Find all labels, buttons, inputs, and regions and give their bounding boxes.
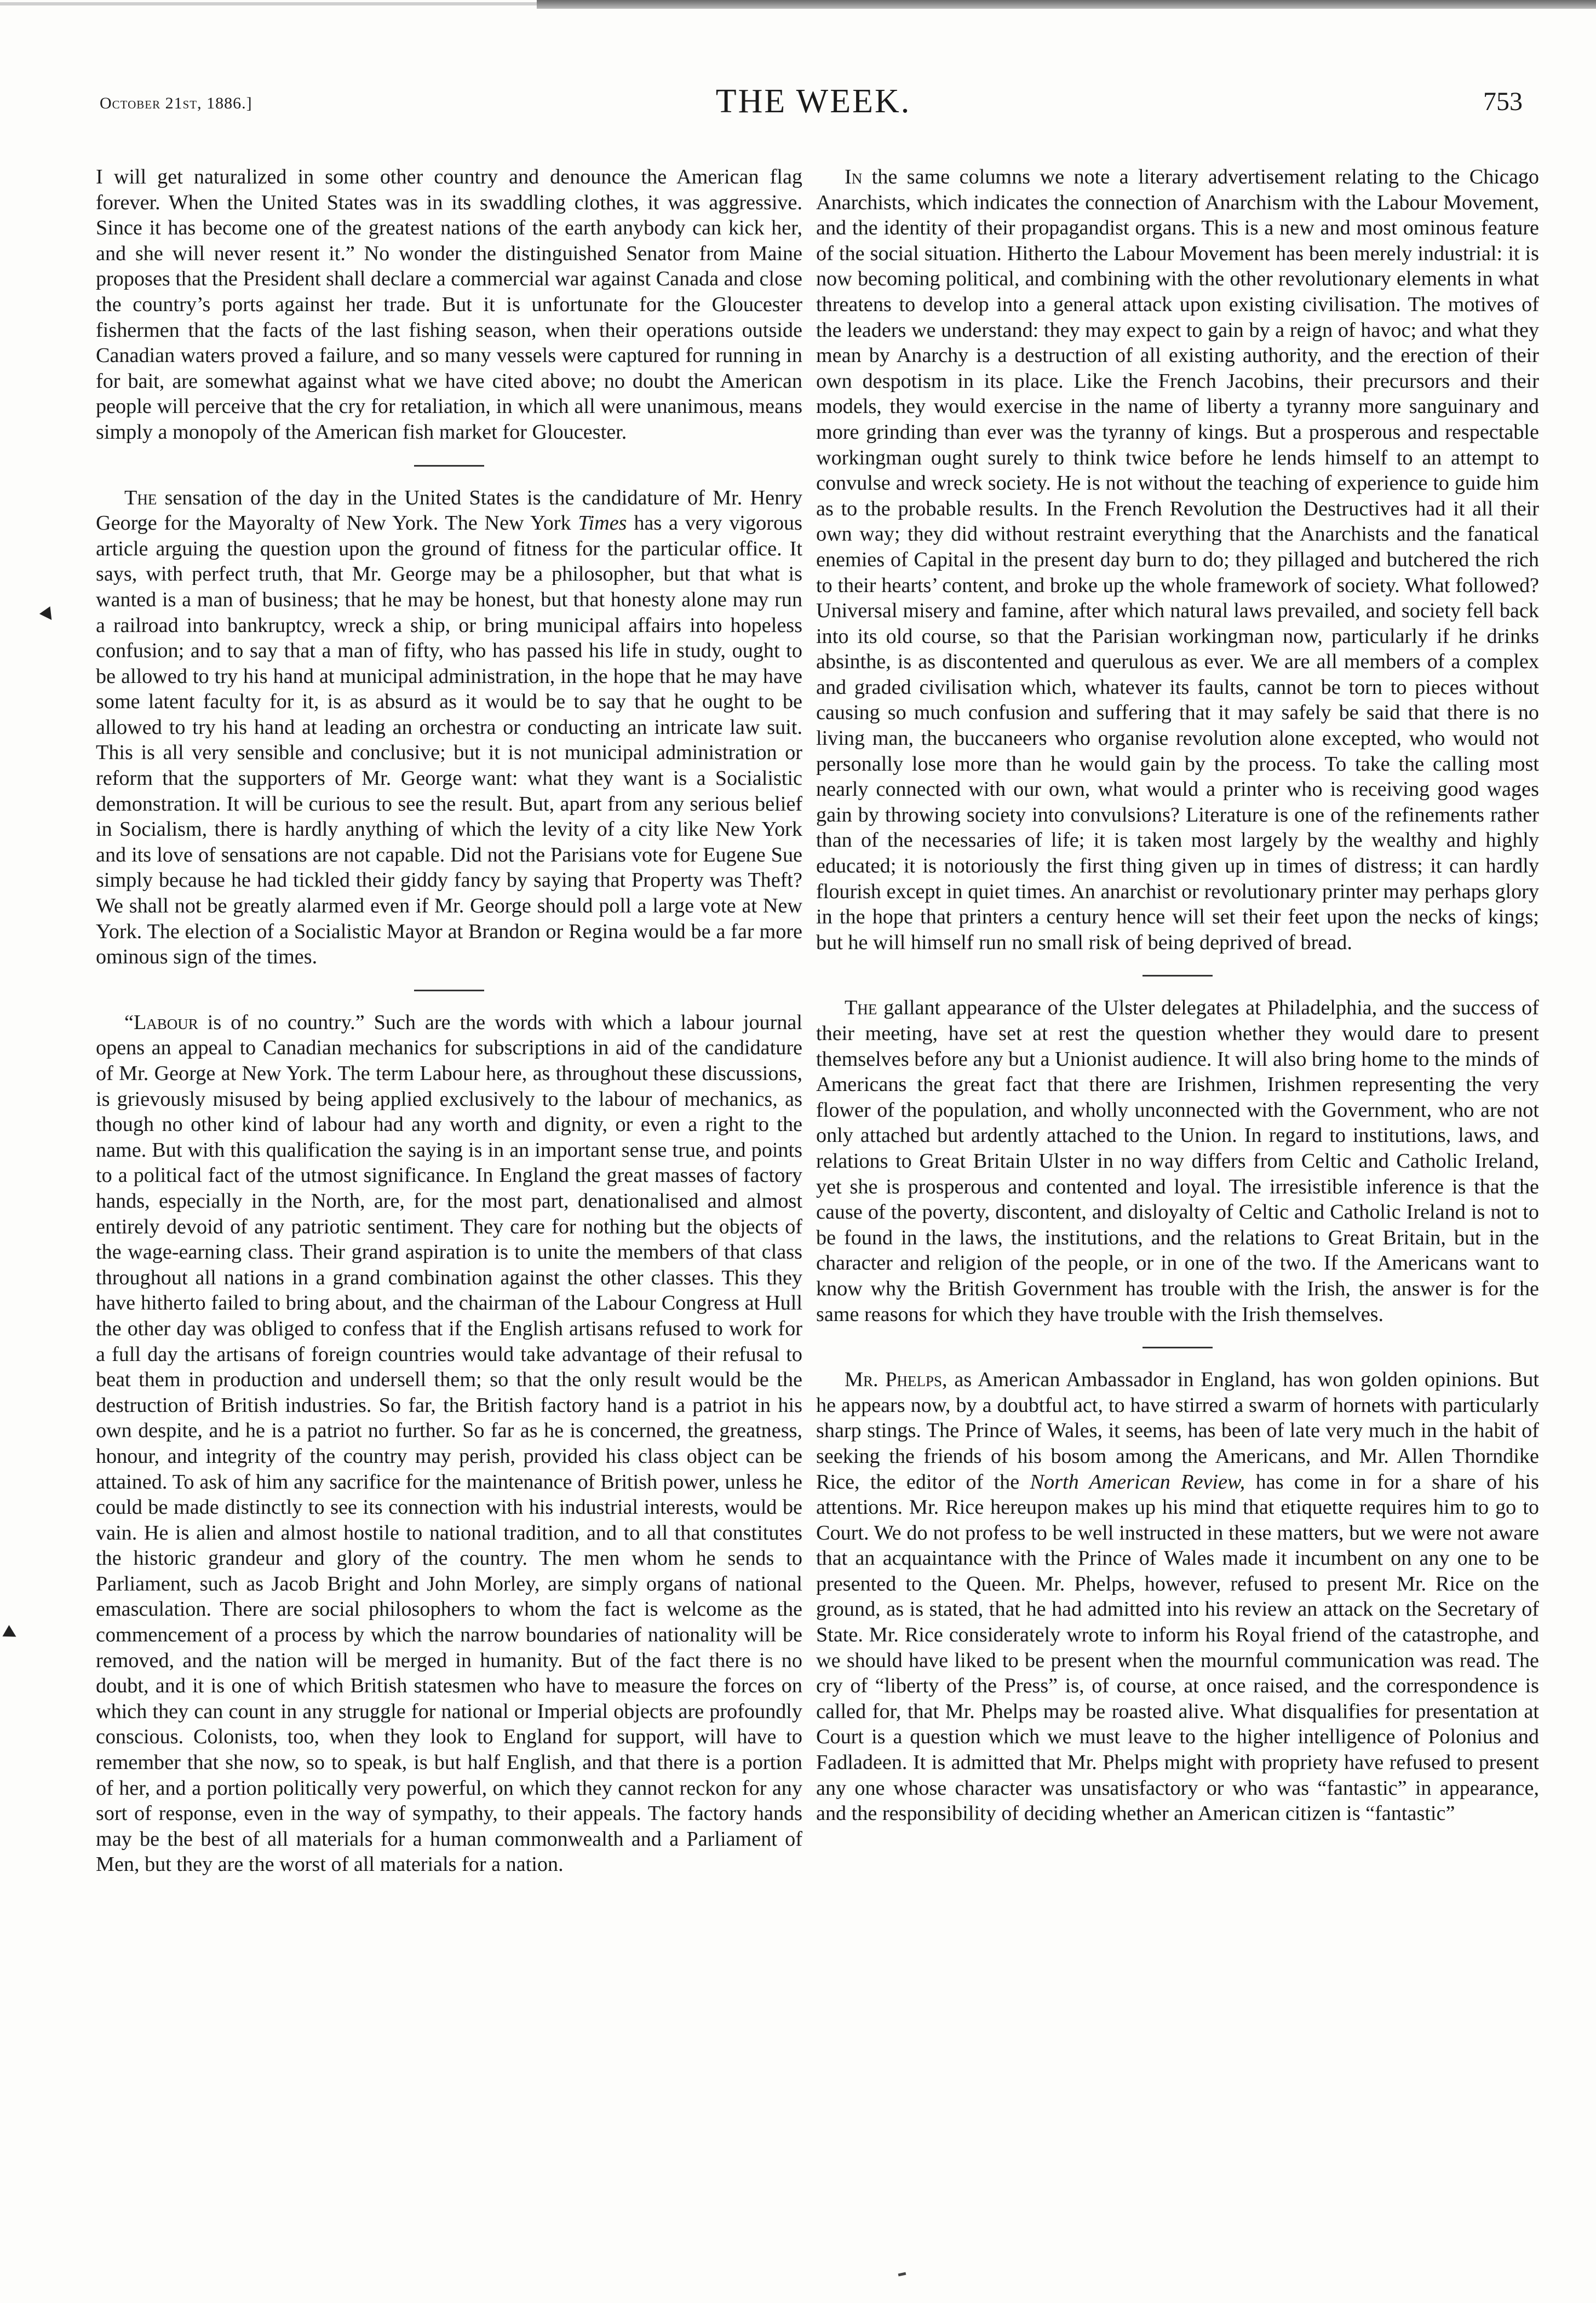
article-paragraph — [816, 164, 1539, 955]
lead-word: Mr. Phelps, — [845, 1368, 948, 1392]
article-paragraph — [96, 485, 802, 970]
paragraph-text: sensation of the day in the United States is the candidature of Mr. Henry George for the Mayoralty of New York. The New York — [96, 486, 802, 535]
article-paragraph — [816, 1367, 1539, 1827]
left-column — [96, 164, 802, 1877]
page-number: 753 — [1483, 87, 1523, 116]
top-scan-edge-left — [0, 2, 537, 5]
margin-arrow-mark — [2, 1625, 19, 1642]
article-paragraph: I will get naturalized in some other country and denounce the American flag forever. When the United States was in its swaddling clothes, it was aggressive. Since it has become one of the greatest nations of the earth anybody can kick her, and she will never resent it.” No wonder the distinguished Senator from Maine proposes that the President shall declare a commercial war against Canada and close the country’s ports against her trade. But it is unfortunate for the Gloucester fishermen that the facts of the last fishing season, when their operations outside Canadian waters proved a failure, and so many vessels were captured for running in for bait, are somewhat against what we have cited above; no doubt the American people will perceive that the cry for retaliation, in which all were unanimous, means simply a monopoly of the American fish market for Gloucester. — [96, 165, 802, 444]
lead-word: The — [124, 486, 157, 509]
top-scan-edge — [537, 0, 1596, 9]
paragraph-text: has a very vigorous article arguing the question upon the ground of fitness for the particular office. It says, with perfect truth, that Mr. George may be a philosopher, but that what is wanted is a man of business; that he may be honest, but that honesty alone may run a railroad into bankruptcy, wreck a ship, or bring municipal affairs into hopeless confusion; and to say that a man of fifty, who has passed his life in study, ought to be allowed to try his hand at municipal administration, in the hope that he may have some latent faculty for it, is as absurd as it would be to say that he ought to be allowed to try his hand at leading an orchestra or conducting an intricate law suit. This is all very sensible and conclusive; but it is not municipal administration or reform that the supporters of Mr. George want: what they want is a Socialistic demonstration. It will be curious to see the result. But, apart from any serious belief in Socialism, there is hardly anything of which the levity of a city like New York and its love of sensations are not capable. Did not the Parisians vote for Eugene Sue simply because he had tickled their giddy fancy by saying that Property was Theft? We shall not be greatly alarmed even if Mr. George should poll a large vote at New York. The election of a Socialistic Mayor at Brandon or Regina would be a far more ominous sign of the times. — [96, 512, 802, 969]
newspaper-name: Times — [578, 512, 627, 535]
review-name: North American Review, — [1030, 1470, 1245, 1494]
paragraph-text: is of no country.” Such are the words with which a labour journal opens an appeal to Canadian mechanics for subscriptions in aid of the candidature of Mr. George at New York. The term Labour here, as throughout these discussions, is grievously misused by being applied exclusively to the labour of mechanics, as though no other kind of labour had any worth and dignity, or even a right to the name. But with this qualification the saying is in an important sense true, and points to a political fact of the utmost significance. In England the great masses of factory hands, especially in the North, are, for the most part, denationalised and almost entirely devoid of any patriotic sentiment. They care for nothing but the objects of the wage-earning class. Their grand aspiration is to unite the members of that class throughout all nations in a grand combination against the other classes. This they have hitherto failed to bring about, and the chairman of the Labour Congress at Hull the other day was obliged to confess that if the English artisans refused to work for a full day the artisans of foreign countries would take advantage of their refusal to beat them in production and undersell them; so that the only result would be the destruction of British industries. So far, the British factory hand is a patriot in his own despite, and he is a patriot no further. So far as he is concerned, the greatness, honour, and integrity of the country may perish, provided his class object can be attained. To ask of him any sacrifice for the maintenance of British power, unless he could be made distinctly to see its connection with his industrial interests, would be vain. He is alien and almost hostile to national tradition, and to all that constitutes the historic grandeur and glory of the country. The men whom he sends to Parliament, such as Jacob Bright and John Morley, are simply organs of national emasculation. There are social philosophers to whom the fact is welcome as the commencement of a process by which the narrow boundaries of nationality will be removed, and the nation will be merged in humanity. But of the fact there is no doubt, and it is one of which British statesmen who have to measure the forces on which they can count in any struggle for national or Imperial objects are profoundly conscious. Colonists, too, when they look to England for support, will have to remember that she now, so to speak, is but half English, and that there is a portion of her, and a portion politically very powerful, on which they cannot reckon for any sort of response, even in the way of sympathy, to their appeals. The factory hands may be the best of all materials for a human commonwealth and a Parliament of Men, but they are the worst of all materials for a nation. — [96, 1010, 802, 1876]
paragraph-text: the same columns we note a literary advertisement relating to the Chicago Anarchists, which indicates the connection of Anarchism with the Labour Movement, and the identity of their propagandist organs. This is a new and most ominous feature of the social situation. Hitherto the Labour Movement has been merely industrial: it is now becoming political, and combining with the other revolutionary elements in what threatens to develop into a general attack upon existing civilisation. The motives of the leaders we understand: they may expect to gain by a reign of havoc; and what they mean by Anarchy is a destruction of all existing authority, and the erection of their own despotism in its place. Like the French Jacobins, their precursors and their models, they would exercise in the name of liberty a tyranny more sanguinary and more grinding than ever was the tyranny of kings. But a prosperous and respectable workingman ought surely to think twice before he lends himself to an attempt to convulse and wreck society. He is not without the teaching of experience to guide him as to the probable results. In the French Revolution the Destructives had it all their own way; they did without restraint everything that the Anarchists and the fanatical enemies of Capital in the present day burn to do; they pillaged and butchered the rich to their hearts’ content, and broke up the whole framework of society. What followed? Universal misery and famine, after which natural laws prevailed, and society fell back into its old course, so that the Parisian workingman now, particularly if he drinks absinthe, is as discontented and querulous as ever. We are all members of a complex and graded civilisation which, whatever its faults, cannot be torn to pieces without causing so much confusion and suffering that it may safely be said that there is no living man, the buccaneers who organise revolution alone excepted, who would not personally lose more than he would gain by the process. To take the calling most nearly connected with our own, what would a printer who is receiving good wages gain by throwing society into convulsions? Literature is one of the refinements rather than of the necessaries of life; it is taken most largely by the wealthy and highly educated; it is notoriously the first thing given up in times of distress; it can hardly flourish except in quiet times. An anarchist or revolutionary printer may perhaps glory in the hope that printers a century hence will set their feet upon the necks of kings; but he will himself run no small risk of being deprived of bread. — [816, 165, 1539, 954]
paragraph-text: has come in for a share of his attentions. Mr. Rice hereupon makes up his mind that etiquette requires him to go to Court. We do not profess to be well instructed in these matters, but we were not aware that an acquaintance with the Prince of Wales made it incumbent on any one to be presented to the Queen. Mr. Phelps, however, refused to present Mr. Rice on the ground, as is stated, that he had admitted into his review an attack on the Secretary of State. Mr. Rice considerately wrote to inform his Royal friend of the catastrophe, and we should have liked to be present when the mournful communication was read. The cry of “liberty of the Press” is, of course, at once raised, and the correspondence is called for, that Mr. Phelps may be roasted alive. What disqualifies for presentation at Court is a question which we must leave to the higher intelligence of Polonius and Fadladeen. It is admitted that Mr. Phelps might with propriety have refused to present any one whose character was unsatisfactory or who was “fantastic” in appearance, and the responsibility of deciding whether an American citizen is “fantastic” — [816, 1470, 1539, 1825]
section-divider — [414, 990, 484, 991]
page-header — [88, 82, 1539, 131]
section-divider — [1143, 1347, 1213, 1348]
paragraph-text: as American Ambassador in England, has won golden opinions. But he appears now, by a doubtful act, to have stirred a swarm of hornets with particularly sharp stings. The Prince of Wales, it seems, has been of late very much in the habit of seeking the friends of his bosom among the Americans, and Mr. Allen Thorndike Rice, the editor of the — [816, 1368, 1539, 1494]
article-paragraph — [816, 995, 1539, 1327]
printer-mark — [898, 2272, 906, 2277]
section-divider — [1143, 975, 1213, 977]
lead-word: “Labour — [124, 1010, 198, 1034]
paragraph-text: gallant appearance of the Ulster delegates at Philadelphia, and the success of their meeting, have set at rest the question whether they would dare to present themselves before any but a Unionist audience. It will also bring home to the minds of Americans the great fact that there are Irishmen, Irishmen representing the very flower of the population, and wholly unconnected with the Government, who are not only attached but ardently attached to the Union. In regard to institutions, laws, and relations to Great Britain Ulster in no way differs from Celtic and Catholic Ireland, yet she is prosperous and contented and loyal. The irresistible inference is that the cause of the poverty, discontent, and disloyalty of Celtic and Catholic Ireland is not to be found in the laws, the institutions, and the relations to Great Britain, but in the character and religion of the people, or in one of the two. If the Americans want to know why the British Government has trouble with the Irish, the answer is for the same reasons for which they have trouble with the Irish themselves. — [816, 996, 1539, 1326]
right-column — [816, 164, 1539, 1827]
lead-word: In — [845, 165, 863, 188]
section-divider — [414, 465, 484, 467]
publication-title: THE WEEK. — [715, 83, 911, 120]
margin-arrow-mark — [39, 606, 57, 624]
article-paragraph — [96, 1010, 802, 1877]
lead-word: The — [845, 996, 877, 1020]
issue-date: October 21st, 1886.] — [100, 94, 252, 112]
